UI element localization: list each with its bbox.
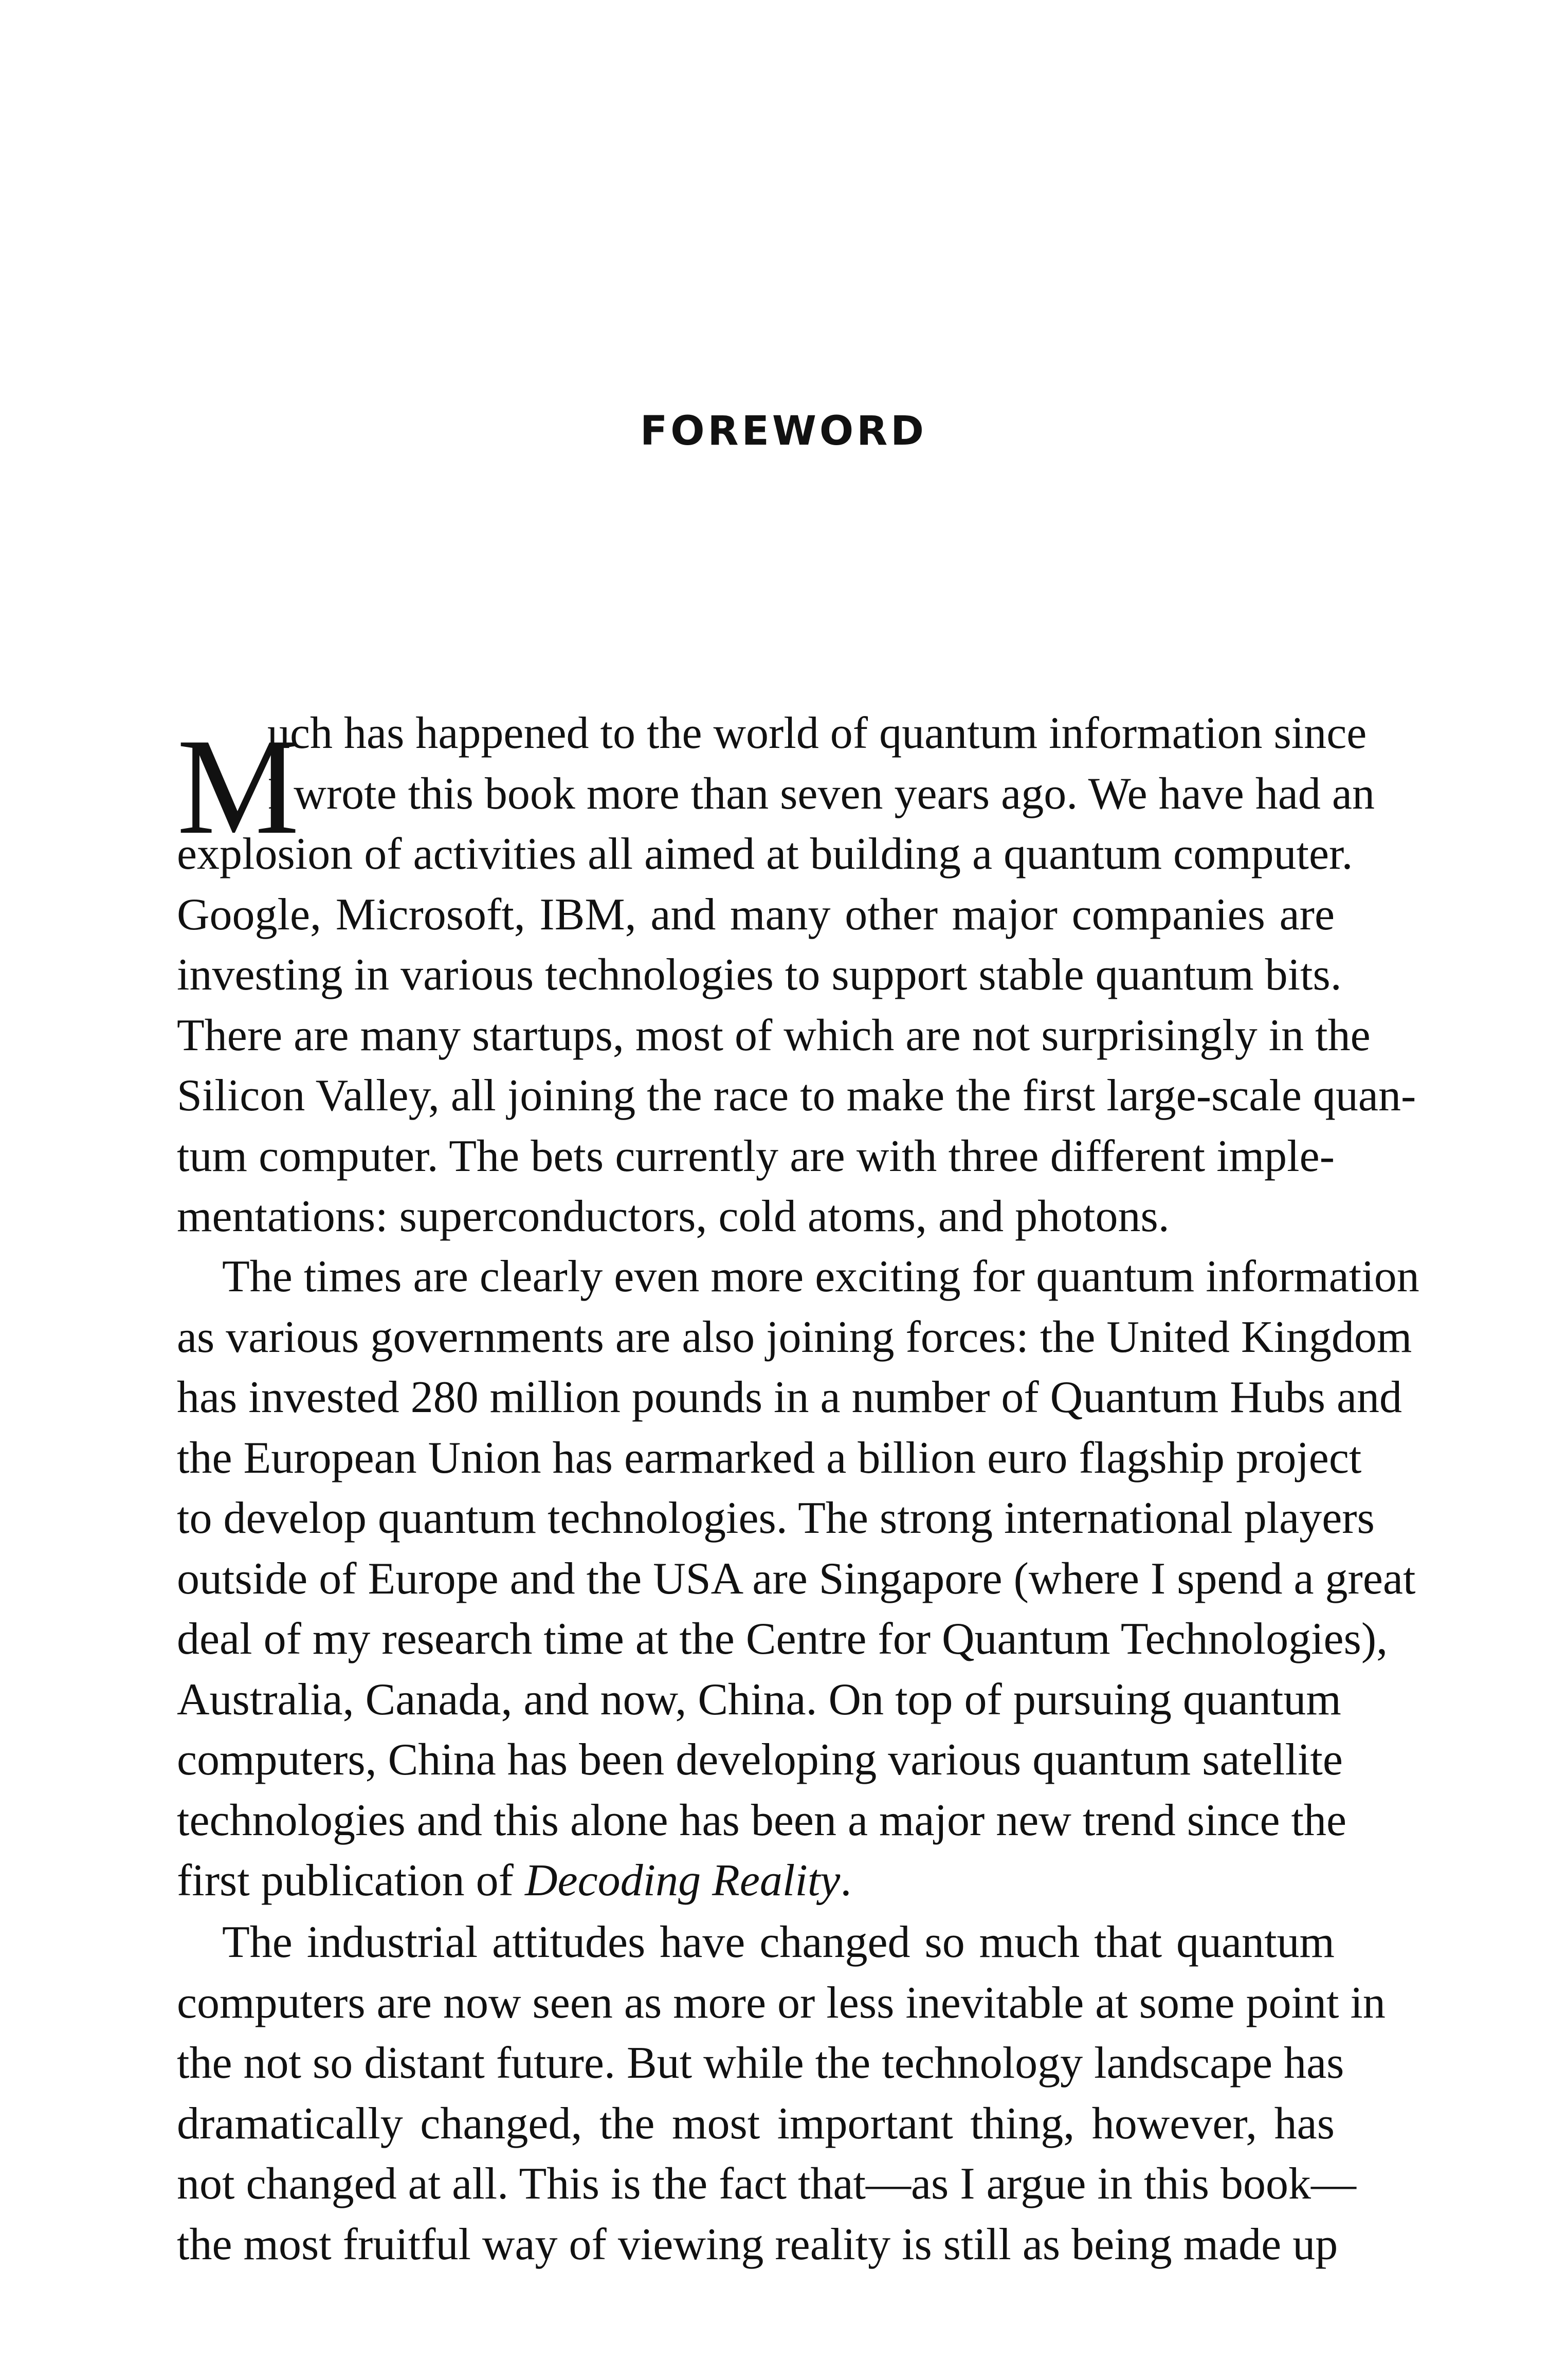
paragraph-2 bbox=[177, 1247, 1419, 1911]
text-line: dramatically changed, the most important thing, however, has bbox=[177, 2098, 1335, 2149]
text-line: as various governments are also joining forces: the United Kingdom bbox=[177, 1312, 1412, 1362]
text-line: Silicon Valley, all joining the race to make the first large-scale quan- bbox=[177, 1071, 1416, 1121]
text-line: Google, Microsoft, IBM, and many other major companies are bbox=[177, 889, 1335, 940]
paragraph-1 bbox=[177, 703, 1416, 1247]
text-line: the most fruitful way of viewing reality is still as being made up bbox=[177, 2219, 1338, 2269]
text-line: The industrial attitudes have changed so much that quantum bbox=[222, 1917, 1335, 1967]
text-fragment: . bbox=[840, 1856, 852, 1906]
text-line: the not so distant future. But while the technology landscape has bbox=[177, 2038, 1344, 2088]
text-line: to develop quantum technologies. The strong international players bbox=[177, 1493, 1375, 1543]
text-line: not changed at all. This is the fact that—as I argue in this book— bbox=[177, 2159, 1357, 2209]
text-line: technologies and this alone has been a major new trend since the bbox=[177, 1795, 1347, 1845]
text-line: mentations: superconductors, cold atoms, and photons. bbox=[177, 1192, 1170, 1241]
book-title: Decoding Reality bbox=[524, 1856, 841, 1906]
text-line bbox=[177, 1851, 1335, 1911]
text-line: deal of my research time at the Centre for Quantum Technologies), bbox=[177, 1614, 1388, 1664]
text-fragment: first publication of bbox=[177, 1856, 525, 1906]
drop-cap: M bbox=[177, 710, 300, 863]
text-line: I wrote this book more than seven years ago. We have had an bbox=[267, 768, 1375, 819]
text-line: computers, China has been developing various quantum satellite bbox=[177, 1735, 1343, 1785]
chapter-heading: FOREWORD bbox=[640, 408, 927, 454]
text-line: Australia, Canada, and now, China. On top of pursuing quantum bbox=[177, 1674, 1341, 1725]
text-line: has invested 280 million pounds in a number of Quantum Hubs and bbox=[177, 1372, 1402, 1422]
text-line: computers are now seen as more or less inevitable at some point in bbox=[177, 1978, 1386, 2028]
text-line: investing in various technologies to support stable quantum bits. bbox=[177, 950, 1342, 1000]
text-line: The times are clearly even more exciting for quantum information bbox=[222, 1252, 1419, 1302]
text-line: uch has happened to the world of quantum information since bbox=[267, 708, 1367, 758]
text-line: tum computer. The bets currently are with three different imple- bbox=[177, 1131, 1335, 1181]
text-line: explosion of activities all aimed at building a quantum computer. bbox=[177, 829, 1353, 879]
paragraph-3 bbox=[177, 1912, 1386, 2275]
text-line: outside of Europe and the USA are Singapore (where I spend a great bbox=[177, 1553, 1416, 1604]
text-line: the European Union has earmarked a billion euro flagship project bbox=[177, 1433, 1362, 1483]
text-line: There are many startups, most of which are not surprisingly in the bbox=[177, 1010, 1371, 1060]
